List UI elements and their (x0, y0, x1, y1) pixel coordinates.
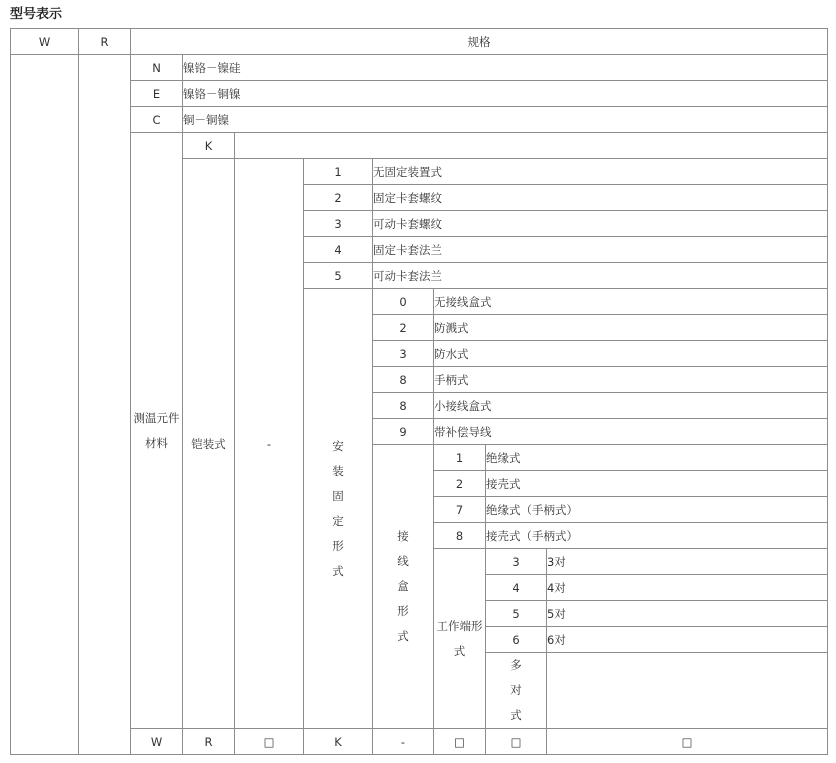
junction-code: 8 (373, 393, 434, 419)
junction-type-name: 绝缘式（手柄式） (486, 497, 828, 523)
fixing-code: 1 (304, 159, 373, 185)
multi-pair-label (486, 653, 547, 729)
multi-pair-label-char: 对 (510, 683, 522, 697)
header-row (11, 29, 828, 55)
fixing-name: 可动卡套螺纹 (373, 211, 828, 237)
junction-form-label-char: 线 (397, 554, 409, 568)
junction-name: 防水式 (434, 341, 828, 367)
element-material-label-line2: 材料 (145, 435, 168, 450)
junction-name: 无接线盒式 (434, 289, 828, 315)
fixing-form-label-char: 固 (332, 488, 344, 503)
footer-w: W (131, 729, 183, 755)
table-row (11, 133, 828, 159)
armored-code-blank (235, 133, 828, 159)
multi-pair-label-char: 式 (510, 708, 522, 722)
fixing-name: 可动卡套法兰 (373, 263, 828, 289)
junction-type-name: 接壳式（手柄式） (486, 523, 828, 549)
footer-fixing-box: □ (434, 729, 486, 755)
junction-form-label-char: 盒 (397, 579, 409, 593)
junction-name: 带补偿导线 (434, 419, 828, 445)
multi-pair-blank (547, 653, 828, 729)
material-name: 铜－铜镍 (183, 107, 828, 133)
junction-form-label-char: 形 (397, 604, 409, 618)
model-spec-table (10, 28, 828, 755)
junction-code: 2 (373, 315, 434, 341)
pair-name: 3对 (547, 549, 828, 575)
footer-material-box: □ (235, 729, 304, 755)
pair-code: 4 (486, 575, 547, 601)
fixing-form-label-char: 装 (332, 463, 344, 478)
junction-name: 防溅式 (434, 315, 828, 341)
pair-name: 6对 (547, 627, 828, 653)
junction-type-name: 绝缘式 (486, 445, 828, 471)
fixing-code: 4 (304, 237, 373, 263)
fixing-name: 无固定装置式 (373, 159, 828, 185)
element-material-label-line1: 测温元件 (133, 410, 180, 425)
junction-code: 3 (373, 341, 434, 367)
footer-k: K (304, 729, 373, 755)
footer-junction-box: □ (486, 729, 547, 755)
material-name: 镍铬－镍硅 (183, 55, 828, 81)
fixing-form-label-char: 安 (332, 438, 344, 453)
fixing-code: 2 (304, 185, 373, 211)
fixing-form-label (304, 289, 373, 729)
junction-name: 手柄式 (434, 367, 828, 393)
junction-type-name: 接壳式 (486, 471, 828, 497)
armored-dash: - (235, 159, 304, 729)
junction-type-code: 1 (434, 445, 486, 471)
pair-code: 6 (486, 627, 547, 653)
table-row (11, 81, 828, 107)
page-title: 型号表示 (10, 7, 63, 22)
junction-code: 9 (373, 419, 434, 445)
junction-type-code: 2 (434, 471, 486, 497)
pair-code: 5 (486, 601, 547, 627)
header-spec: 规格 (131, 29, 828, 55)
w-column-blank (11, 55, 79, 755)
footer-row (11, 729, 828, 755)
multi-pair-label-char: 多 (510, 658, 522, 672)
fixing-form-label-char: 形 (332, 538, 344, 553)
armored-name: 铠装式 (183, 159, 235, 729)
header-w: W (11, 29, 79, 55)
pair-name: 5对 (547, 601, 828, 627)
table-row (11, 55, 828, 81)
material-code: N (131, 55, 183, 81)
footer-r: R (183, 729, 235, 755)
fixing-name: 固定卡套螺纹 (373, 185, 828, 211)
r-column-blank (79, 55, 131, 755)
junction-form-label (373, 445, 434, 729)
material-name: 镍铬－铜镍 (183, 81, 828, 107)
pair-code: 3 (486, 549, 547, 575)
junction-code: 8 (373, 367, 434, 393)
pair-name: 4对 (547, 575, 828, 601)
fixing-form-label-char: 定 (332, 513, 344, 528)
material-code: C (131, 107, 183, 133)
junction-code: 0 (373, 289, 434, 315)
fixing-code: 3 (304, 211, 373, 237)
junction-type-code: 8 (434, 523, 486, 549)
material-code: E (131, 81, 183, 107)
fixing-name: 固定卡套法兰 (373, 237, 828, 263)
element-material-label (131, 133, 183, 729)
fixing-code: 5 (304, 263, 373, 289)
footer-dash: - (373, 729, 434, 755)
junction-form-label-char: 式 (397, 629, 409, 643)
junction-form-label-char: 接 (397, 529, 409, 543)
junction-name: 小接线盒式 (434, 393, 828, 419)
header-r: R (79, 29, 131, 55)
table-row (11, 107, 828, 133)
fixing-form-label-char: 式 (332, 563, 344, 578)
footer-junction-type-box: □ (547, 729, 828, 755)
work-end-form-label: 工作端形式 (434, 549, 486, 729)
junction-type-code: 7 (434, 497, 486, 523)
armored-code: K (183, 133, 235, 159)
